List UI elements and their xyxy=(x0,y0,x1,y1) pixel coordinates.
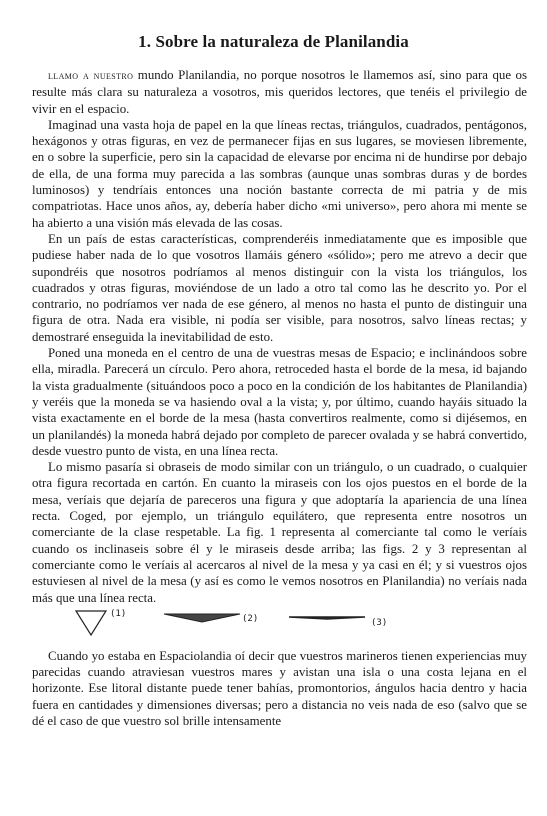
paragraph-2: Imaginad una vasta hoja de papel en la que líneas rectas, triángulos, cuadrados, pentágonos, hexágonos y otras figuras, en vez de permanecer fijas en sus lugares, se moviesen libremente, en o sobre la superficie, pero sin la capacidad de elevarse por encima ni de hundirse por debajo de ella, de una forma muy parecida a las sombras (aunque unas sombras duras y de bordes luminosos) y tendríais entonces una noción bastante correcta de mi patria y de mis compatriotas. Hace unos años, ay, debería haber dicho «mi universo», pero ahora mi mente se ha abierto a una visión más elevada de las cosas. xyxy=(32,117,527,230)
figure-3-line xyxy=(287,614,388,628)
paragraph-1-text: mundo Planilandia, no porque nosotros le llamemos así, sino para que os resulte más clara su naturaleza a vosotros, mis queridos lectores, que tenéis el privilegio de vivir en el espacio. xyxy=(32,68,527,116)
paragraph-5: Lo mismo pasaría si obraseis de modo similar con un triángulo, o un cuadrado, o cualquier otra figura recortada en cartón. En cuanto la miraseis con los ojos puestos en el borde de la mesa, veríais que dejaría de pareceros una figura y que adoptaría la apariencia de una línea recta. Coged, por ejemplo, un triángulo equilátero, que representa entre nosotros un comerciante de la clase respetable. La fig. 1 representa al comerciante tal como le veríais cuando os inclinaseis sobre él y le miraseis desde arriba; las figs. 2 y 3 representan al comerciante como le veríais al acercaros al nivel de la mesa y ya casi en él; y si vuestros ojos estuviesen al nivel de la mesa (y así es como le vemos nosotros en Planilandia) no veríais nada más que una línea recta. xyxy=(32,460,527,605)
figure-1-label: (1) xyxy=(110,608,127,619)
paragraph-3: En un país de estas características, comprenderéis inmediatamente que es imposible que pudiese haber nada de lo que vosotros llamáis género «sólido»; pero me atrevo a decir que supondréis que nosotros podríamos al menos distinguir con la vista los triángulos, los cuadrados y otras figuras, moviéndose de un lado a otro tal como las he descrito yo. Por el contrario, no podríamos ver nada de ese género, al menos no hasta el punto de distinguir una figura de otra. Nada era visible, ni podía ser visible, para nosotros, salvo líneas rectas; y demostraré enseguida la inevitabilidad de esto. xyxy=(32,231,527,344)
figure-1-triangle xyxy=(72,608,127,638)
chapter-body xyxy=(32,67,527,729)
figure-2-label: (2) xyxy=(242,613,259,624)
paragraph-4: Poned una moneda en el centro de una de vuestras mesas de Espacio; e inclinándoos sobre ella, miradla. Parecerá un círculo. Pero ahora, retroceded hasta el borde de la mesa, id bajando la vista gradualmente (situándoos poco a poco en la condición de los habitantes de Planilandia) y veréis que la moneda se va hasiendo oval a la vista; y, por último, cuando hayáis situado la vista exactamente en el borde de la mesa (hasta convertiros realmente, como si dijésemos, en un planilandés) la moneda habrá dejado por completo de parecer ovalada y se habrá convertido, desde vuestro punto de vista, en una línea recta. xyxy=(32,346,527,458)
figure-2-triangle xyxy=(162,612,259,624)
opening-smallcaps: llamo a nuestro xyxy=(48,70,134,82)
chapter-title: 1. Sobre la naturaleza de Planilandia xyxy=(138,32,409,51)
paragraph-1 xyxy=(32,67,527,117)
figures-row xyxy=(32,608,527,640)
paragraph-6: Cuando yo estaba en Espaciolandia oí decir que vuestros marineros tienen experiencias muy parecidas cuando atraviesan vuestros mares y avistan una isla o una costa lejana en el horizonte. Ese litoral distante puede tener bahías, promontorios, ángulos hacia dentro y hacia fuera en cantidades y dimensiones diversas; pero a distancia no veis nada de eso (salvo que se dé el caso de que vuestro sol brille intensamente xyxy=(32,648,527,728)
figure-3-label: (3) xyxy=(371,617,388,628)
